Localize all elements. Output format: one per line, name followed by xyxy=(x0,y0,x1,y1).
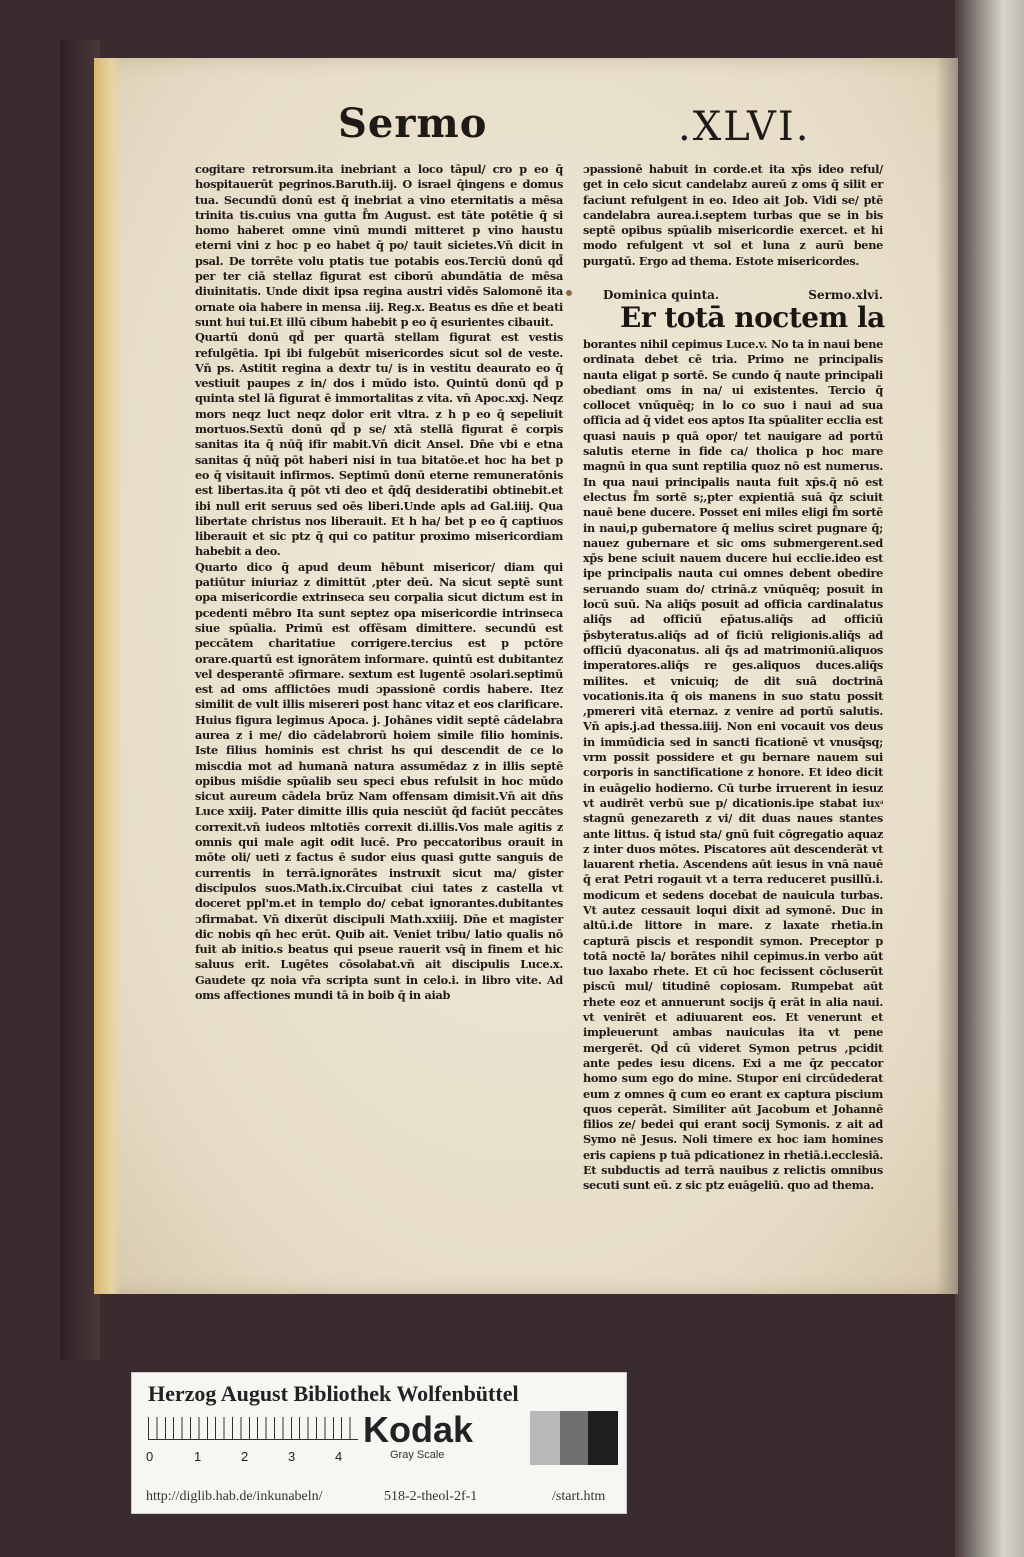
gray-scale-label: Gray Scale xyxy=(390,1449,445,1461)
paragraph: cogitare retrorsum.ita inebriant a loco tāpul/ cro p eo q̄ hospitauerūt pegrinos.Baruth.iij. O israel q̄ingens e domus tua. Secundū donū est q̄ inebriat a vino eternitatis a mēsa trinita tis.cuius vna gutta f̄m August. est tāte potētie q̄ si homo haberet omne vinū mundi mitteret p vino haustu eterni vini z hoc p eo habet q̄ po/ tauit sicietes.Vn̄ dicit in psal. De torrēte volu ptatis tue potabis eos.Terciū donū qd̄ per ter ciā stellaz figurat est ciborū abundātia de mēsa diuinitatis. Unde dixit ipsa regina austri vidēs Salomonē ita ornate oia habere in mensa .iij. Reg.x. Beatus es dn̄e et beati sunt hui tui.Et illū cibum habebit p eo q̄ esurientes cibauit. xyxy=(195,162,563,329)
rubric-dominica: Dominica quinta. xyxy=(603,288,720,302)
page-right-shadow xyxy=(936,58,958,1294)
measurement-ruler xyxy=(148,1417,358,1440)
paragraph: borantes nihil cepimus Luce.v. No ta in naui bene ordinata debet cē tria. Primo ne principalis nauta eligat p sortē. Se cundo q̄ naute principali obediant oms in na/ ui existentes. Tercio q̄ collocet vnūquēq; in lo co suo i naui ad sua officia ad q̄ videt eos aptos Ita spūaliter ecclia est quasi nauis p quā opor/ tet nauigare ad portū salutis eterne in fide ca/ tholica p hoc mare magnū in qua sunt reptilia quoz nō est numerus. In qua naui principalis nauta fuit xp̄s.q̄ nō est electus f̄m sortē s;,pter expientiā suā q̄z sciuit nauē bene ducere. Posset eni miles eligi f̄m sortē in naui,p gubernatore q̄ melius sciret pugnare q̄; nauez gubernare et sic oms submergerent.sed xp̄s bene sciuit nauem ducere hui ecclie.ideo est ipe principalis nauta cui omnes debent obedire seruando suam do/ ctrinā.z vnūquēq; posuit in locū suū. Na aliq̄s posuit ad officia cardinalatus aliq̄s ad officiū ep̄atus.aliq̄s ad officiū p̄sbyteratus.aliq̄s ad of ficiū religionis.aliq̄s ad officiū dyaconatus. ali q̄s ad matrimoniū.aliquos imperatores.aliq̄s re ges.aliquos duces.aliq̄s milites. et vnicuiq; de dit suā doctrinā vocationis.ita q̄ ois manens in suo statu possit ,pmereri vitā eternaz. z venire ad portū salutis. Vn̄ apis.j.ad thessa.iiij. Non eni vocauit vos deus in immūdicia sed in sancti ficationē vt vnusq̄sq; vrm possit possidere et gu bernare nauem sui corporis in sanctificatione z honore. Et ideo dicit in euāgelio hodierno. Cū turbe irruerent in iesuz vt audirēt verbū sue p/ dicationis.ipe stabat iuxͣ stagnū genezareth z vi/ dit duas naues stantes ante littus. q̄ istud sta/ gnū fuit cōgregatio aquaz z inter duos mōtes. Piscatores aūt descenderāt vt lauarent rhetia. Ascendens aūt iesus in vnā nauē q̄ erat Petri rogauit vt a terra reduceret pusillū.i. modicum et sedens docebat de nauicula turbas. Vt autez cessauit loqui dixit ad symonē. Duc in altū.i.de littore in mare. z laxate rhetia.in capturā piscis et respondit symon. Preceptor p totā noctē la/ borātes nihil cepimus.in verbo aūt tuo laxabo rhete. Et cū hoc fecissent cōcluserūt piscū mul/ titudinē copiosam. Rumpebat aūt rhete eoz et annuerunt socijs q̄ erāt in alia naui. vt venirēt et adiuuarent eos. Et venerunt et impleuerunt ambas nauiculas ita vt pene mergerēt. Qd̄ cū videret Symon petrus ,pcidit ante pedes iesu dicens. Exi a me q̄z peccator homo sum ego do mine. Stupor eni circūdederat eum z omnes q̄ cum eo erant ex captura piscium quos ceperāt. Similiter aūt Jacobum et Johannē filios ze/ bedei qui erant socij Symonis. z ait ad Symo nē Jesus. Noli timere ex hoc iam homines eris capiens p tuā pdicationez in rhetiā.i.ecclesiā. Et subductis ad terrā nauibus z relictis omnibus secuti sunt eū. z sic ptz euāgeliū. quo ad thema. xyxy=(583,337,883,1193)
paragraph: Quartū donū qd̄ per quartā stellam figurat est vestis refulgētia. Ipi ibi fulgebūt misericordes sicut sol de veste. Vn̄ ps. Astitit regina a dextr tu/ is in vestitu deaurato eo q̄ vestiuit paupes z in/ dos i mūdo isto. Quintū donū qd̄ p quinta stel lā figurat ē immortalitas z vita. vn̄ Apoc.xxj. Neqz mors neqz luct neqz dolor erit vltra. z h p eo q̄ sepeliuit mortuos.Sextū donū qd̄ p se/ xtā stellā figurat ē corpis sanitas ita q̄ nūq̄ ifir mabit.Vn̄ dicit Ansel. Dn̄e vbi e etna sanitas q̄ nūq̄ pōt haberi nisi in tua bitatōe.et hoc ha bet p eo q̄ visitauit infirmos. Septimū donū eterne remuneratōnis est libertas.ita q̄ pōt vti deo et q̄dq̄ desideratibi obtinebit.et ibi null erit seruus sed oēs liberi.Unde apls ad Gal.iiij. Qua libertate christus nos liberauit. Et h ha/ bet p eo q̄ captiuos liberauit et sic ptz q̄ qui co patitur proximo misericordiam habebit a deo. xyxy=(195,330,563,559)
right-text-column-body xyxy=(583,337,883,1193)
gray-swatch-dark xyxy=(588,1411,618,1465)
ruler-number: 0 xyxy=(146,1449,154,1464)
gray-swatch-light xyxy=(530,1411,560,1465)
kodak-logo: Kodak xyxy=(363,1409,474,1450)
gray-swatch-mid xyxy=(560,1411,588,1465)
card-url-start: /start.htm xyxy=(552,1489,606,1504)
card-url-base: http://diglib.hab.de/inkunabeln/ xyxy=(146,1489,323,1504)
ruler-number: 2 xyxy=(241,1449,249,1464)
adjacent-page-edge xyxy=(955,0,1024,1557)
page-gutter-edge xyxy=(94,58,122,1294)
paragraph: Quarto dico q̄ apud deum hēbunt misericor/ diam qui patiūtur iniuriaz z dimittūt ,pter deū. Na sicut septē sunt opa misericordie extrinseca seu corpalia sicut dictum est in pcedenti mēbro Ita sunt septez opa misericordie intrinseca siue spūalia. Primū est offēsam dimittere. secundū est peccātem charitatiue corrigere.tercius est p pctōre orare.quartū est ignorātem informare. quintū est dubitantez vel desperantē ɔfirmare. sextum est lugentē ɔsolari.septimū est ad oms afflictōes mudi ɔpassionē cordis habere. Itez similit de vult illis misereri post hanc vitaz et eos clarificare. Huius figura legimus Apoca. j. Johānes vidit septē cādelabra aurea z i me/ dio cādelabrorū hoiem simile filio hominis. Iste filius hominis est christ hs qui descendit de ce lo miscdia mot ad humanā natura assumēdaz z in illis septē opibus mis̄die spūalib seu speci ebus refulsit in hoc mūdo sicut aureum cādela brūz Nam offensam dimisit.Vn̄ ait dn̄s Luce xxiij. Pater dimitte illis quia nesciūt q̄d faciūt peccātes correxit.vn̄ iudeos mltotiēs correxit di.illis.Vos male agitis z omnis qui male agit odit lucē. Pro peccatoribus orauit in mōte oli/ ueti z factus ē sudor eius quasi gutte sanguis de currentis in terrā.ignorātes instruxit sicut ma/ gister discipulos suos.Math.ix.Circuibat ciui tates z castella vt doceret ppl'm.et in templo do/ cebat ignorantes.dubitantes ɔfirmabat. Vn̄ dixerūt discipuli Math.xxiiij. Dn̄e et magister dic nobis qn̄ hec erūt. Quib ait. Veniet tribu/ latio qualis nō fuit ab initio.s beatus qui pseue rauerit vsq̄ in finem et hic saluus erit. Lugētes cōsolabat.vn̄ ait discipulis Luce.x. Gaudete qz noia vr̄a scripta sunt in celo.i. in libro vite. Ad oms affectiones mundi tā in boib q̄ in aiab xyxy=(195,559,563,1003)
ruler-numbers xyxy=(142,1449,352,1467)
card-url-id: 518-2-theol-2f-1 xyxy=(384,1489,478,1504)
sermon-incipit: Er totā noctem la xyxy=(620,301,885,334)
ruler-number: 1 xyxy=(194,1449,202,1464)
folio-number: .XLVI. xyxy=(678,104,811,150)
margin-mark xyxy=(566,290,572,296)
ruler-number: 3 xyxy=(288,1449,296,1464)
running-header-left: Sermo xyxy=(338,100,488,147)
paragraph: ɔpassionē habuit in corde.et ita xp̄s ideo reful/ get in celo sicut candelabz aureū z oms q̄ silit er faciunt refulgent in eo. Ideo ait Job. Vidi se/ ptē candelabra aurea.i.septem turbas que se in bis septē opibus spūalib misericordie exercet. et hi modo refulgent vt sol et luna z aurū bene purgatū. Ergo ad thema. Estote misericordes. xyxy=(583,162,883,268)
left-text-column xyxy=(195,162,563,1147)
right-text-column-top xyxy=(583,162,883,282)
rubric-sermo: Sermo.xlvi. xyxy=(808,288,883,302)
ruler-number: 4 xyxy=(335,1449,343,1464)
card-title: Herzog August Bibliothek Wolfenbüttel xyxy=(148,1381,519,1406)
color-reference-card xyxy=(131,1372,627,1514)
